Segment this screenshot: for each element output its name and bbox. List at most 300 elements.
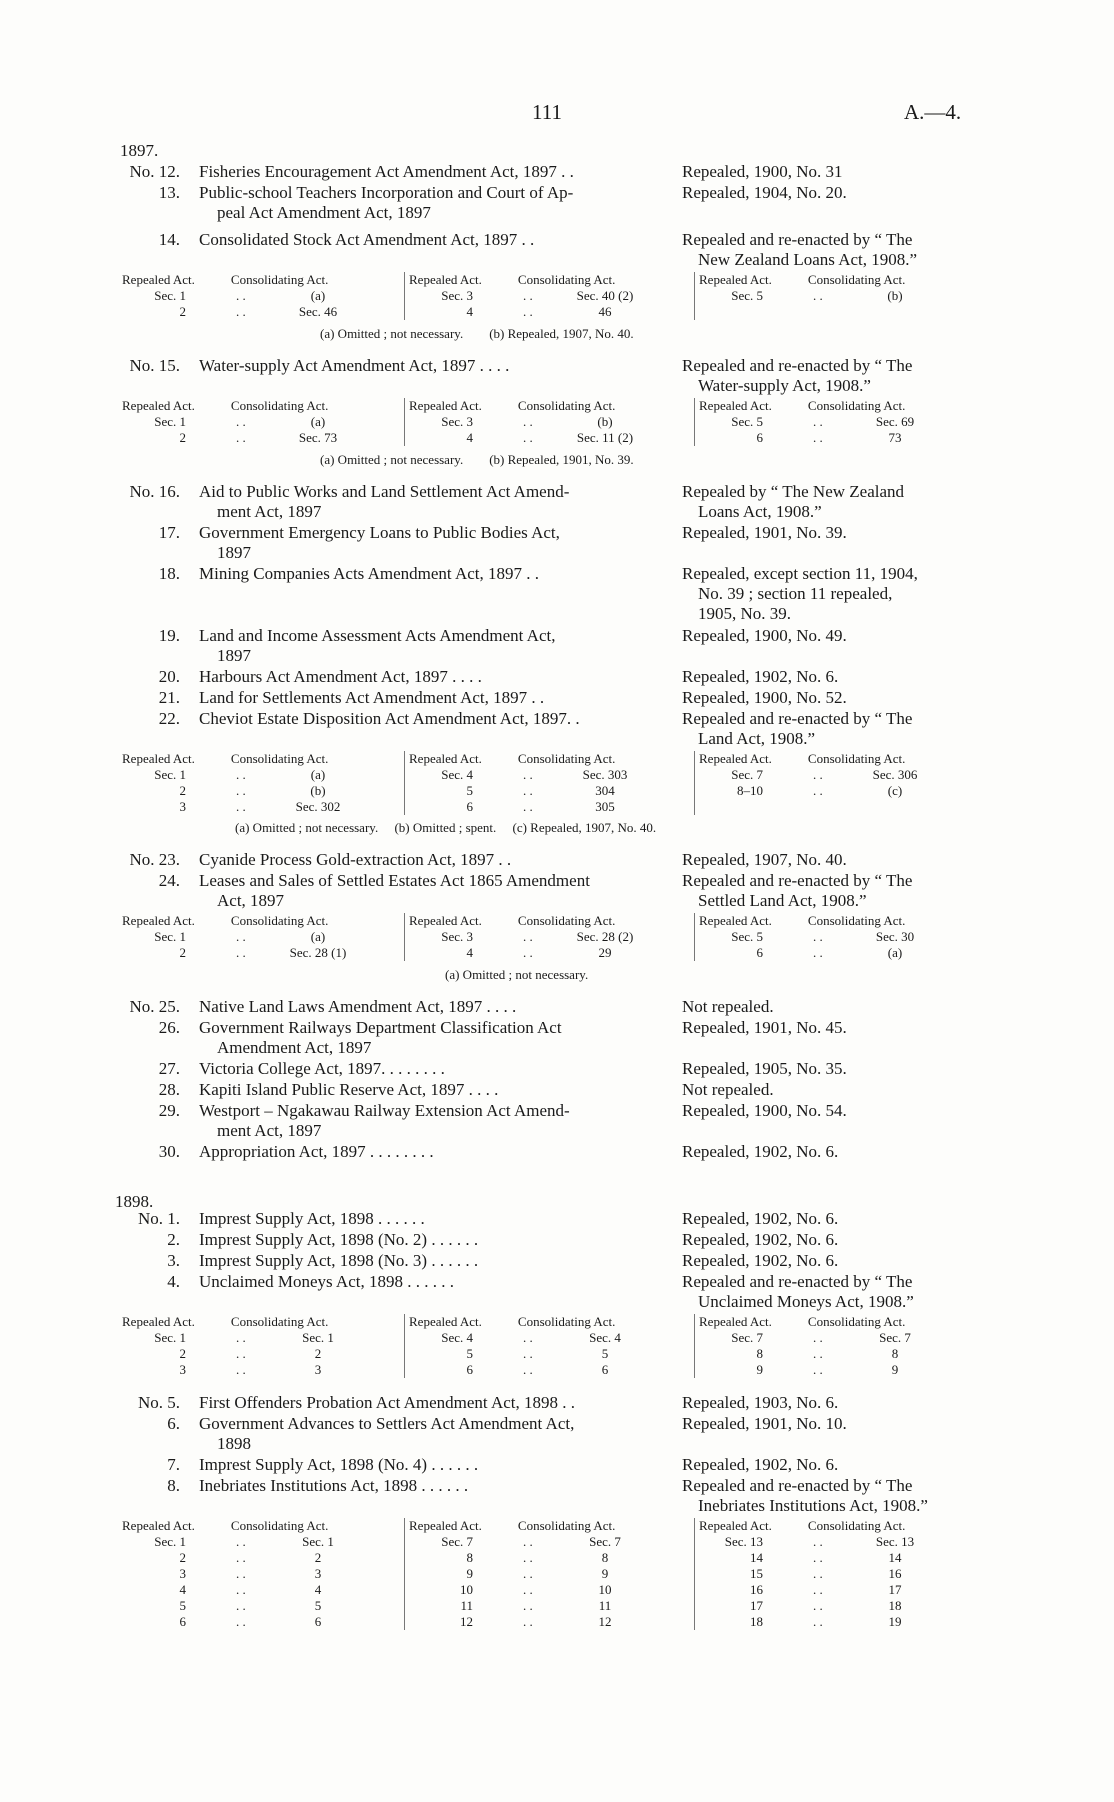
year-heading-1897: 1897. (120, 141, 159, 160)
consolidating-act-header: Consolidating Act. (517, 398, 616, 413)
repealed-section: 8–10 (737, 783, 763, 798)
repealed-act-header: Repealed Act. (122, 272, 195, 287)
act-title-line: Native Land Laws Amendment Act, 1897 . . . . (199, 997, 517, 1016)
consolidating-section: Sec. 7 (589, 1534, 621, 1549)
act-title-line: Fisheries Encouragement Act Amendment Act, 1897 . . (199, 162, 574, 181)
comparison-column-group (694, 272, 976, 320)
act-title-continuation: 1897 (217, 646, 251, 665)
act-title-line: Imprest Supply Act, 1898 (No. 3) . . . . . . (199, 1251, 479, 1270)
section-pair-row (405, 945, 693, 961)
act-number: 20. (158, 667, 180, 686)
consolidating-section: 304 (595, 783, 615, 798)
consolidating-act-header: Consolidating Act. (517, 1518, 616, 1533)
repealed-act-header: Repealed Act. (409, 913, 482, 928)
consolidating-section: Sec. 302 (295, 799, 341, 814)
repeal-status (682, 850, 975, 870)
leader-dots: . . (523, 288, 533, 303)
repeal-status-line: Repealed, 1907, No. 40. (682, 850, 847, 869)
repealed-section: Sec. 1 (154, 929, 186, 944)
leader-dots: . . (813, 430, 823, 445)
section-pair-row (118, 1566, 388, 1582)
repeal-status-line: Repealed, 1903, No. 6. (682, 1393, 839, 1412)
section-pair-row (118, 799, 388, 815)
repeal-status-line: Repealed, 1902, No. 6. (682, 1251, 839, 1270)
repeal-status (682, 1018, 975, 1038)
section-pair-row (118, 1346, 388, 1362)
act-title-continuation: 1897 (217, 543, 251, 562)
act-title (199, 1476, 669, 1496)
act-number: 30. (158, 1142, 180, 1161)
repealed-section: 8 (466, 1550, 473, 1565)
repeal-status-continuation: Settled Land Act, 1908.” (698, 891, 867, 910)
section-pair-row (405, 1550, 693, 1566)
leader-dots: . . (236, 1534, 246, 1549)
consolidating-section: 19 (888, 1614, 902, 1629)
consolidating-section: 16 (888, 1566, 902, 1581)
column-headers (405, 272, 693, 288)
section-pair-row (118, 767, 388, 783)
act-title-line: Westport – Ngakawau Railway Extension Act Amend- (199, 1101, 570, 1120)
table-footnote: (a) Omitted ; not necessary. (445, 967, 589, 982)
repealed-section: 3 (179, 1566, 186, 1581)
consolidating-section: 9 (891, 1362, 899, 1377)
act-number: No. 12. (129, 162, 180, 181)
repeal-status (682, 997, 975, 1017)
consolidating-section: (a) (310, 929, 326, 944)
repealed-section: 6 (756, 430, 763, 445)
section-pair-row (118, 1534, 388, 1550)
consolidating-section: 8 (891, 1346, 899, 1361)
repeal-status (682, 183, 975, 203)
leader-dots: . . (236, 929, 246, 944)
section-pair-row (695, 1362, 976, 1378)
column-headers (118, 272, 388, 288)
comparison-column-group (404, 1314, 693, 1378)
repealed-act-header: Repealed Act. (122, 751, 195, 766)
repeal-status (682, 564, 975, 624)
repeal-status-continuation: Water-supply Act, 1908.” (698, 376, 871, 395)
column-headers (405, 751, 693, 767)
repeal-status (682, 1455, 975, 1475)
column-headers (405, 1314, 693, 1330)
section-pair-row (695, 1582, 976, 1598)
repealed-section: Sec. 4 (441, 1330, 473, 1345)
repealed-section: Sec. 5 (731, 288, 763, 303)
consolidating-section: 10 (598, 1582, 612, 1597)
act-title (199, 356, 669, 376)
section-pair-row (695, 1346, 976, 1362)
consolidating-section: 9 (601, 1566, 609, 1581)
leader-dots: . . (236, 1582, 246, 1597)
comparison-column-group (118, 398, 388, 446)
section-pair-row (405, 1362, 693, 1378)
repeal-status (682, 626, 975, 646)
repealed-section: 5 (466, 1346, 473, 1361)
consolidating-section: 3 (314, 1566, 322, 1581)
repealed-section: 14 (750, 1550, 763, 1565)
act-title-line: Victoria College Act, 1897. . . . . . . . (199, 1059, 445, 1078)
act-title-line: First Offenders Probation Act Amendment Act, 1898 . . (199, 1393, 576, 1412)
leader-dots: . . (813, 1566, 823, 1581)
repeal-status-line: Repealed, 1900, No. 54. (682, 1101, 847, 1120)
consolidating-section: (a) (310, 767, 326, 782)
act-title (199, 667, 669, 687)
repealed-section: Sec. 13 (724, 1534, 763, 1549)
comparison-column-group (118, 1518, 388, 1630)
leader-dots: . . (813, 414, 823, 429)
comparison-column-group (118, 272, 388, 320)
repeal-status (682, 1476, 975, 1516)
section-pair-row (118, 1582, 388, 1598)
comparison-column-group (118, 913, 388, 961)
consolidating-section: (a) (310, 414, 326, 429)
act-title-line: Imprest Supply Act, 1898 (No. 2) . . . . . . (199, 1230, 479, 1249)
repealed-section: 9 (466, 1566, 473, 1581)
column-headers (695, 1518, 976, 1534)
act-number: No. 25. (129, 997, 180, 1016)
act-number: 3. (167, 1251, 180, 1270)
repealed-act-header: Repealed Act. (699, 1314, 772, 1329)
section-pair-row (405, 799, 693, 815)
consolidating-section: (a) (310, 288, 326, 303)
repeal-status-line: Repealed, 1902, No. 6. (682, 1455, 839, 1474)
act-title-continuation: 1898 (217, 1434, 251, 1453)
repeal-status (682, 356, 975, 396)
section-pair-row (695, 1534, 976, 1550)
leader-dots: . . (523, 1598, 533, 1613)
act-title (199, 688, 669, 708)
repeal-status-line: Not repealed. (682, 997, 774, 1016)
section-pair-row (405, 1346, 693, 1362)
act-number: 6. (167, 1414, 180, 1433)
repealed-section: 15 (750, 1566, 763, 1581)
repealed-section: 16 (750, 1582, 763, 1597)
act-number: 19. (158, 626, 180, 645)
repeal-status-line: Repealed, 1901, No. 10. (682, 1414, 847, 1433)
consolidating-act-header: Consolidating Act. (517, 751, 616, 766)
act-title-line: Unclaimed Moneys Act, 1898 . . . . . . (199, 1272, 454, 1291)
repeal-status (682, 1080, 975, 1100)
leader-dots: . . (523, 1614, 533, 1629)
repeal-status (682, 230, 975, 270)
consolidating-act-header: Consolidating Act. (517, 913, 616, 928)
section-pair-row (118, 288, 388, 304)
table-footnote: (a) Omitted ; not necessary. (b) Omitted ; spent. (c) Repealed, 1907, No. 40. (235, 820, 657, 835)
section-pair-row (405, 1614, 693, 1630)
repealed-section: 2 (179, 945, 186, 960)
repealed-act-header: Repealed Act. (122, 1314, 195, 1329)
consolidating-section: 18 (888, 1598, 902, 1613)
section-pair-row (695, 783, 976, 799)
section-pair-row (118, 1550, 388, 1566)
leader-dots: . . (523, 430, 533, 445)
column-headers (695, 398, 976, 414)
comparison-column-group (694, 751, 976, 815)
repealed-section: Sec. 5 (731, 414, 763, 429)
act-title-line: Government Railways Department Classification Act (199, 1018, 562, 1037)
section-pair-row (405, 1534, 693, 1550)
consolidating-section: Sec. 303 (582, 767, 628, 782)
act-title-line: Government Advances to Settlers Act Amendment Act, (199, 1414, 575, 1433)
repeal-status (682, 1230, 975, 1250)
section-pair-row (695, 1598, 976, 1614)
repeal-status-continuation: Loans Act, 1908.” (698, 502, 822, 521)
repealed-act-header: Repealed Act. (409, 398, 482, 413)
repeal-status-line: Repealed and re-enacted by “ The (682, 1476, 913, 1495)
leader-dots: . . (523, 1550, 533, 1565)
document-code: A.—4. (904, 100, 962, 124)
repealed-act-header: Repealed Act. (122, 1518, 195, 1533)
repeal-status (682, 1142, 975, 1162)
consolidating-section: 5 (601, 1346, 609, 1361)
repeal-status-line: Repealed and re-enacted by “ The (682, 230, 913, 249)
act-title-continuation: ment Act, 1897 (217, 1121, 322, 1140)
leader-dots: . . (523, 1346, 533, 1361)
consolidating-act-header: Consolidating Act. (517, 1314, 616, 1329)
act-number: 4. (167, 1272, 180, 1291)
repealed-section: 4 (466, 430, 473, 445)
comparison-column-group (404, 751, 693, 815)
act-title (199, 1059, 669, 1079)
leader-dots: . . (236, 288, 246, 303)
consolidating-section: Sec. 11 (2) (576, 430, 634, 445)
act-title (199, 564, 669, 584)
repeal-status (682, 1272, 975, 1312)
act-title-line: Consolidated Stock Act Amendment Act, 1897 . . (199, 230, 535, 249)
act-title-continuation: Amendment Act, 1897 (217, 1038, 372, 1057)
column-headers (695, 272, 976, 288)
act-title (199, 1209, 669, 1229)
repeal-status-line: Repealed, 1900, No. 31 (682, 162, 843, 181)
repeal-status (682, 523, 975, 543)
act-title (199, 482, 669, 522)
consolidating-section: Sec. 69 (875, 414, 915, 429)
act-title (199, 162, 669, 182)
act-title-line: Imprest Supply Act, 1898 . . . . . . (199, 1209, 425, 1228)
repealed-act-header: Repealed Act. (409, 1314, 482, 1329)
consolidating-section: Sec. 28 (1) (289, 945, 347, 960)
section-pair-row (405, 1330, 693, 1346)
act-title (199, 1080, 669, 1100)
consolidating-act-header: Consolidating Act. (807, 1314, 906, 1329)
consolidating-section: (b) (597, 414, 613, 429)
consolidating-section: 6 (314, 1614, 322, 1629)
repealed-section: 3 (179, 1362, 186, 1377)
leader-dots: . . (523, 1362, 533, 1377)
leader-dots: . . (523, 799, 533, 814)
repeal-status-line: Repealed, 1901, No. 45. (682, 1018, 847, 1037)
consolidating-act-header: Consolidating Act. (807, 398, 906, 413)
repeal-status (682, 871, 975, 911)
repealed-section: Sec. 7 (441, 1534, 473, 1549)
repealed-section: Sec. 1 (154, 414, 186, 429)
consolidating-section: 5 (314, 1598, 322, 1613)
leader-dots: . . (236, 945, 246, 960)
table-footnote: (a) Omitted ; not necessary. (b) Repealed, 1901, No. 39. (320, 452, 634, 467)
repeal-status-continuation: No. 39 ; section 11 repealed, (698, 584, 893, 603)
act-title (199, 1393, 669, 1413)
leader-dots: . . (236, 430, 246, 445)
leader-dots: . . (523, 945, 533, 960)
comparison-column-group (118, 751, 388, 815)
consolidating-section: 2 (314, 1346, 322, 1361)
column-headers (118, 913, 388, 929)
act-title-line: Land for Settlements Act Amendment Act, 1897 . . (199, 688, 545, 707)
repealed-section: 17 (750, 1598, 763, 1613)
section-pair-row (695, 929, 976, 945)
leader-dots: . . (523, 929, 533, 944)
repeal-status-line: Repealed, 1902, No. 6. (682, 667, 839, 686)
consolidating-section: 17 (888, 1582, 902, 1597)
repealed-act-header: Repealed Act. (122, 913, 195, 928)
comparison-column-group (694, 913, 976, 961)
comparison-column-group (694, 1314, 976, 1378)
leader-dots: . . (236, 1598, 246, 1613)
repeal-status (682, 709, 975, 749)
act-title (199, 1230, 669, 1250)
act-number: 24. (158, 871, 180, 890)
consolidating-act-header: Consolidating Act. (230, 1518, 329, 1533)
leader-dots: . . (523, 304, 533, 319)
act-title-line: Government Emergency Loans to Public Bodies Act, (199, 523, 560, 542)
act-title-line: Land and Income Assessment Acts Amendment Act, (199, 626, 556, 645)
repeal-status-continuation: Land Act, 1908.” (698, 729, 816, 748)
act-title-line: Cheviot Estate Disposition Act Amendment Act, 1897. . (199, 709, 580, 728)
section-pair-row (405, 1582, 693, 1598)
repealed-section: 5 (466, 783, 473, 798)
repealed-act-header: Repealed Act. (409, 1518, 482, 1533)
act-number: 17. (158, 523, 180, 542)
act-title-line: Mining Companies Acts Amendment Act, 1897 . . (199, 564, 539, 583)
page-number: 111 (532, 100, 562, 124)
leader-dots: . . (813, 1582, 823, 1597)
act-number: No. 15. (129, 356, 180, 375)
repealed-section: Sec. 1 (154, 767, 186, 782)
leader-dots: . . (813, 783, 823, 798)
table-footnote: (a) Omitted ; not necessary. (b) Repealed, 1907, No. 40. (320, 326, 634, 341)
repealed-section: 6 (466, 799, 473, 814)
leader-dots: . . (236, 1566, 246, 1581)
column-headers (405, 913, 693, 929)
repeal-status (682, 1059, 975, 1079)
leader-dots: . . (813, 1362, 823, 1377)
repealed-section: 6 (466, 1362, 473, 1377)
section-pair-row (118, 304, 388, 320)
consolidating-act-header: Consolidating Act. (230, 398, 329, 413)
act-number: 29. (158, 1101, 180, 1120)
repeal-status (682, 1414, 975, 1434)
act-number: 13. (158, 183, 180, 202)
repeal-status (682, 688, 975, 708)
repealed-section: 2 (179, 1346, 186, 1361)
repeal-status (682, 162, 975, 182)
section-pair-row (118, 414, 388, 430)
section-pair-row (695, 767, 976, 783)
repeal-status-continuation: New Zealand Loans Act, 1908.” (698, 250, 918, 269)
repealed-section: 2 (179, 783, 186, 798)
leader-dots: . . (813, 767, 823, 782)
consolidating-section: (c) (887, 783, 903, 798)
leader-dots: . . (813, 1598, 823, 1613)
comparison-column-group (118, 1314, 388, 1378)
repeal-status (682, 1101, 975, 1121)
repealed-section: 2 (179, 1550, 186, 1565)
repeal-status-line: Not repealed. (682, 1080, 774, 1099)
act-title (199, 523, 669, 563)
act-title (199, 1142, 669, 1162)
act-number: 8. (167, 1476, 180, 1495)
leader-dots: . . (523, 1582, 533, 1597)
consolidating-section: Sec. 30 (875, 929, 915, 944)
repealed-section: 6 (179, 1614, 186, 1629)
section-pair-row (405, 304, 693, 320)
column-headers (695, 1314, 976, 1330)
repealed-section: Sec. 7 (731, 1330, 763, 1345)
repeal-status (682, 482, 975, 522)
year-heading-1898: 1898. (115, 1192, 154, 1211)
repeal-status-line: Repealed and re-enacted by “ The (682, 709, 913, 728)
act-title (199, 1272, 669, 1292)
repeal-status-line: Repealed and re-enacted by “ The (682, 871, 913, 890)
column-headers (118, 751, 388, 767)
repealed-section: 6 (756, 945, 763, 960)
repeal-status-continuation: Unclaimed Moneys Act, 1908.” (698, 1292, 914, 1311)
leader-dots: . . (236, 1346, 246, 1361)
comparison-column-group (404, 272, 693, 320)
repealed-section: 4 (466, 945, 473, 960)
consolidating-section: Sec. 7 (879, 1330, 911, 1345)
consolidating-act-header: Consolidating Act. (807, 913, 906, 928)
act-number: 21. (158, 688, 180, 707)
section-pair-row (405, 929, 693, 945)
repealed-section: Sec. 5 (731, 929, 763, 944)
consolidating-act-header: Consolidating Act. (807, 751, 906, 766)
repealed-section: 4 (466, 304, 473, 319)
act-title (199, 1455, 669, 1475)
section-pair-row (695, 1330, 976, 1346)
act-title-line: Harbours Act Amendment Act, 1897 . . . . (199, 667, 482, 686)
comparison-column-group (404, 398, 693, 446)
repeal-status-line: Repealed, 1902, No. 6. (682, 1209, 839, 1228)
section-pair-row (118, 783, 388, 799)
repeal-status-line: Repealed and re-enacted by “ The (682, 356, 913, 375)
act-number: 28. (158, 1080, 180, 1099)
act-number: 18. (158, 564, 180, 583)
repeal-status-line: Repealed, 1904, No. 20. (682, 183, 847, 202)
leader-dots: . . (813, 1614, 823, 1629)
act-title-line: Leases and Sales of Settled Estates Act 1865 Amendment (199, 871, 590, 890)
act-title-line: Imprest Supply Act, 1898 (No. 4) . . . . . . (199, 1455, 479, 1474)
act-title-continuation: Act, 1897 (217, 891, 285, 910)
repeal-status-line: Repealed and re-enacted by “ The (682, 1272, 913, 1291)
comparison-column-group (694, 1518, 976, 1630)
section-pair-row (695, 1566, 976, 1582)
act-title-line: Public-school Teachers Incorporation and Court of Ap- (199, 183, 574, 202)
repeal-status-line: Repealed, 1905, No. 35. (682, 1059, 847, 1078)
leader-dots: . . (813, 1534, 823, 1549)
column-headers (118, 1314, 388, 1330)
section-pair-row (405, 288, 693, 304)
repealed-section: 4 (179, 1582, 186, 1597)
leader-dots: . . (523, 1566, 533, 1581)
consolidating-section: 6 (601, 1362, 609, 1377)
repealed-section: 10 (460, 1582, 473, 1597)
leader-dots: . . (523, 414, 533, 429)
repeal-status-line: Repealed, 1900, No. 49. (682, 626, 847, 645)
act-title-continuation: peal Act Amendment Act, 1897 (217, 203, 431, 222)
section-pair-row (405, 783, 693, 799)
leader-dots: . . (236, 1362, 246, 1377)
